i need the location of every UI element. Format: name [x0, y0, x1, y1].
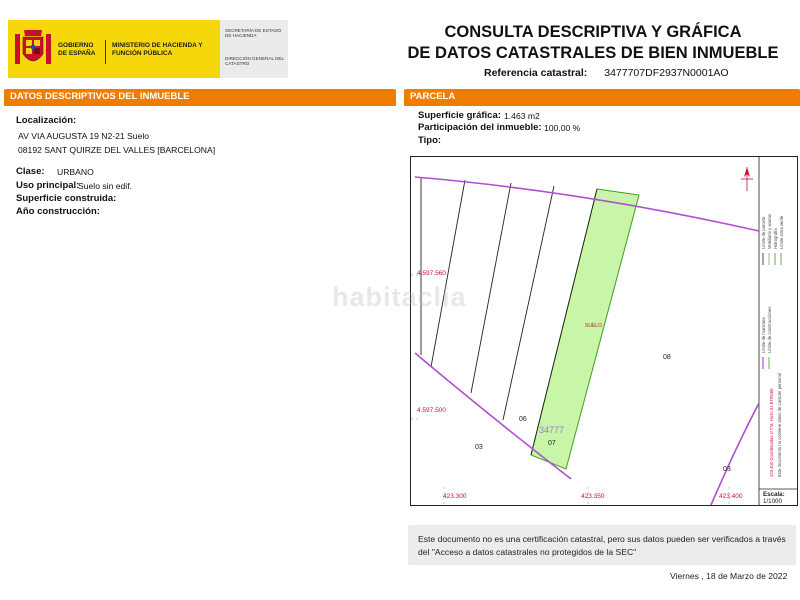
legend-note: Este documento no contiene datos de carácter personal — [777, 373, 782, 477]
map-drawing — [411, 157, 797, 505]
coord-x-left: 423.300 — [443, 493, 467, 500]
cadastral-reference — [484, 67, 729, 79]
legend-mobiliario: Mobiliario y aceras — [767, 214, 772, 249]
legend-parcela: Límite de parcela — [761, 216, 766, 249]
scale-value: 1/1000 — [763, 498, 782, 505]
section-title-descriptivos: DATOS DESCRIPTIVOS DEL INMUEBLE — [10, 91, 190, 102]
coord-x-mid: 423.350 — [581, 493, 605, 500]
north-arrow-icon — [741, 167, 753, 191]
scale-label: Escala: — [763, 491, 785, 498]
localizacion-line-2: 08192 SANT QUIRZE DEL VALLES [BARCELONA] — [18, 145, 216, 155]
superficie-construida-label: Superficie construida: — [16, 193, 117, 204]
logo-yellow-panel — [8, 20, 220, 78]
coord-y-bottom: 4.597.500 — [417, 407, 446, 414]
title-line-1: CONSULTA DESCRIPTIVA Y GRÁFICA — [444, 23, 742, 41]
participacion-value: 100,00 % — [544, 123, 581, 133]
uso-value: Suelo sin edif. — [78, 181, 132, 191]
parcel-03-right-label: 03 — [723, 466, 731, 473]
legend-construcciones: Límite de construcciones — [767, 306, 772, 353]
disclaimer-text: Este documento no es una certificación catastral, pero sus datos pueden ser verificados a través del "Acceso a datos catastrales no protegidos de la SEC" — [418, 534, 786, 557]
ref-value: 3477707DF2937N0001AO — [604, 67, 729, 79]
clase-label: Clase: — [16, 166, 45, 177]
section-title-parcela: PARCELA — [410, 91, 456, 102]
superficie-grafica-value: 1.463 m2 — [504, 111, 540, 121]
clase-value: URBANO — [57, 167, 94, 177]
section-underline-left — [4, 103, 396, 106]
document-title — [398, 22, 788, 64]
anio-construccion-label: Año construcción: — [16, 206, 100, 217]
parcel-number-label: 34777 — [539, 425, 565, 435]
logo-secretaria-text: SECRETARÍA DE ESTADO DE HACIENDA — [225, 28, 282, 39]
coat-of-arms-icon — [14, 28, 52, 70]
title-line-2: DE DATOS CATASTRALES DE BIEN INMUEBLE — [407, 44, 779, 62]
legend-coords: 423.400 Coordenadas U.T.M. Huso 31 ETRS89 — [769, 388, 774, 477]
logo-direccion-text: DIRECCIÓN GENERAL DEL CATASTRO — [225, 56, 284, 67]
disclaimer-notice — [408, 525, 796, 565]
ref-label: Referencia catastral: — [484, 67, 588, 79]
logo-ministerio-text: MINISTERIO DE HACIENDA Y FUNCIÓN PÚBLICA — [112, 42, 203, 57]
parcel-06-label: 06 — [519, 416, 527, 423]
cadastral-map — [410, 156, 798, 506]
localizacion-label: Localización: — [16, 115, 77, 126]
parcel-08-label: 08 — [663, 354, 671, 361]
section-underline-right — [404, 103, 800, 106]
coord-y-top: 4.597.560 — [417, 270, 446, 277]
document-date: Viernes , 18 de Marzo de 2022 — [670, 571, 788, 581]
localizacion-line-1: AV VIA AUGUSTA 19 N2-21 Suelo — [18, 131, 150, 141]
parcel-03-left-label: 03 — [475, 444, 483, 451]
government-logo — [8, 20, 288, 78]
parcel-07-label: 07 — [548, 440, 556, 447]
logo-gobierno-text: GOBIERNO DE ESPAÑA — [58, 42, 96, 57]
coord-x-right: 423.400 — [719, 493, 743, 500]
tipo-label: Tipo: — [418, 135, 442, 146]
legend-manzana: Límite de manzana — [761, 317, 766, 353]
logo-grey-panel — [220, 20, 288, 78]
legend-verde: Límite zona verde — [779, 215, 784, 249]
watermark: habitaclia — [332, 282, 467, 312]
parcel-suelo-label: SUELO — [585, 323, 602, 329]
map-legend — [761, 214, 784, 477]
superficie-grafica-label: Superficie gráfica: — [418, 110, 501, 121]
uso-label: Uso principal: — [16, 180, 80, 191]
logo-separator — [105, 40, 106, 64]
participacion-label: Participación del inmueble: — [418, 122, 542, 133]
legend-hidrografia: Hidrografía — [773, 228, 778, 249]
